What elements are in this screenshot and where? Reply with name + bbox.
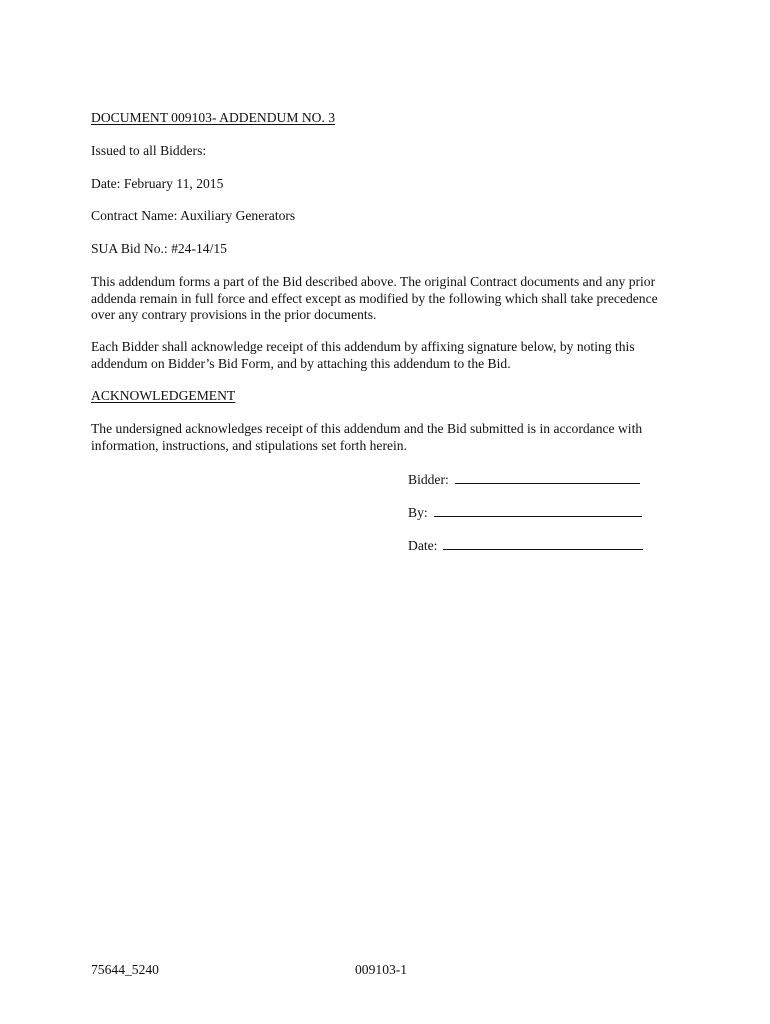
paragraph-line: addendum on Bidder’s Bid Form, and by attaching this addendum to the Bid. — [91, 355, 511, 371]
paragraph-acknowledgement — [91, 421, 681, 454]
date-signature-row — [408, 536, 643, 555]
footer-document-code: 75644_5240 — [91, 962, 159, 977]
footer-page-number: 009103-1 — [355, 962, 408, 977]
acknowledgement-heading: ACKNOWLEDGEMENT — [91, 388, 236, 403]
paragraph-addendum-scope — [91, 274, 681, 324]
paragraph-line: addenda remain in full force and effect except as modified by the following which shall take precedence — [91, 290, 658, 306]
bidder-label: Bidder: — [408, 472, 449, 487]
paragraph-line: This addendum forms a part of the Bid described above. The original Contract documents and any prior — [91, 274, 656, 289]
date-line: Date: February 11, 2015 — [91, 176, 224, 191]
paragraph-line: information, instructions, and stipulations set forth herein. — [91, 437, 408, 453]
document-heading: DOCUMENT 009103- ADDENDUM NO. 3 — [91, 110, 336, 125]
paragraph-line: The undersigned acknowledges receipt of this addendum and the Bid submitted is in accordance with — [91, 421, 643, 436]
bidder-signature-row — [408, 470, 640, 489]
contract-name-line: Contract Name: Auxiliary Generators — [91, 208, 296, 223]
issued-to-line: Issued to all Bidders: — [91, 143, 207, 158]
by-label: By: — [408, 505, 428, 520]
paragraph-line: over any contrary provisions in the prior documents. — [91, 307, 377, 322]
paragraph-line: Each Bidder shall acknowledge receipt of this addendum by affixing signature below, by noting this — [91, 339, 635, 354]
by-signature-line[interactable] — [434, 503, 642, 517]
paragraph-acknowledge-instructions — [91, 339, 681, 372]
date-label: Date: — [408, 538, 438, 553]
bid-number-line: SUA Bid No.: #24-14/15 — [91, 241, 227, 256]
date-signature-line[interactable] — [443, 536, 643, 550]
bidder-signature-line[interactable] — [455, 470, 640, 484]
by-signature-row — [408, 503, 642, 522]
